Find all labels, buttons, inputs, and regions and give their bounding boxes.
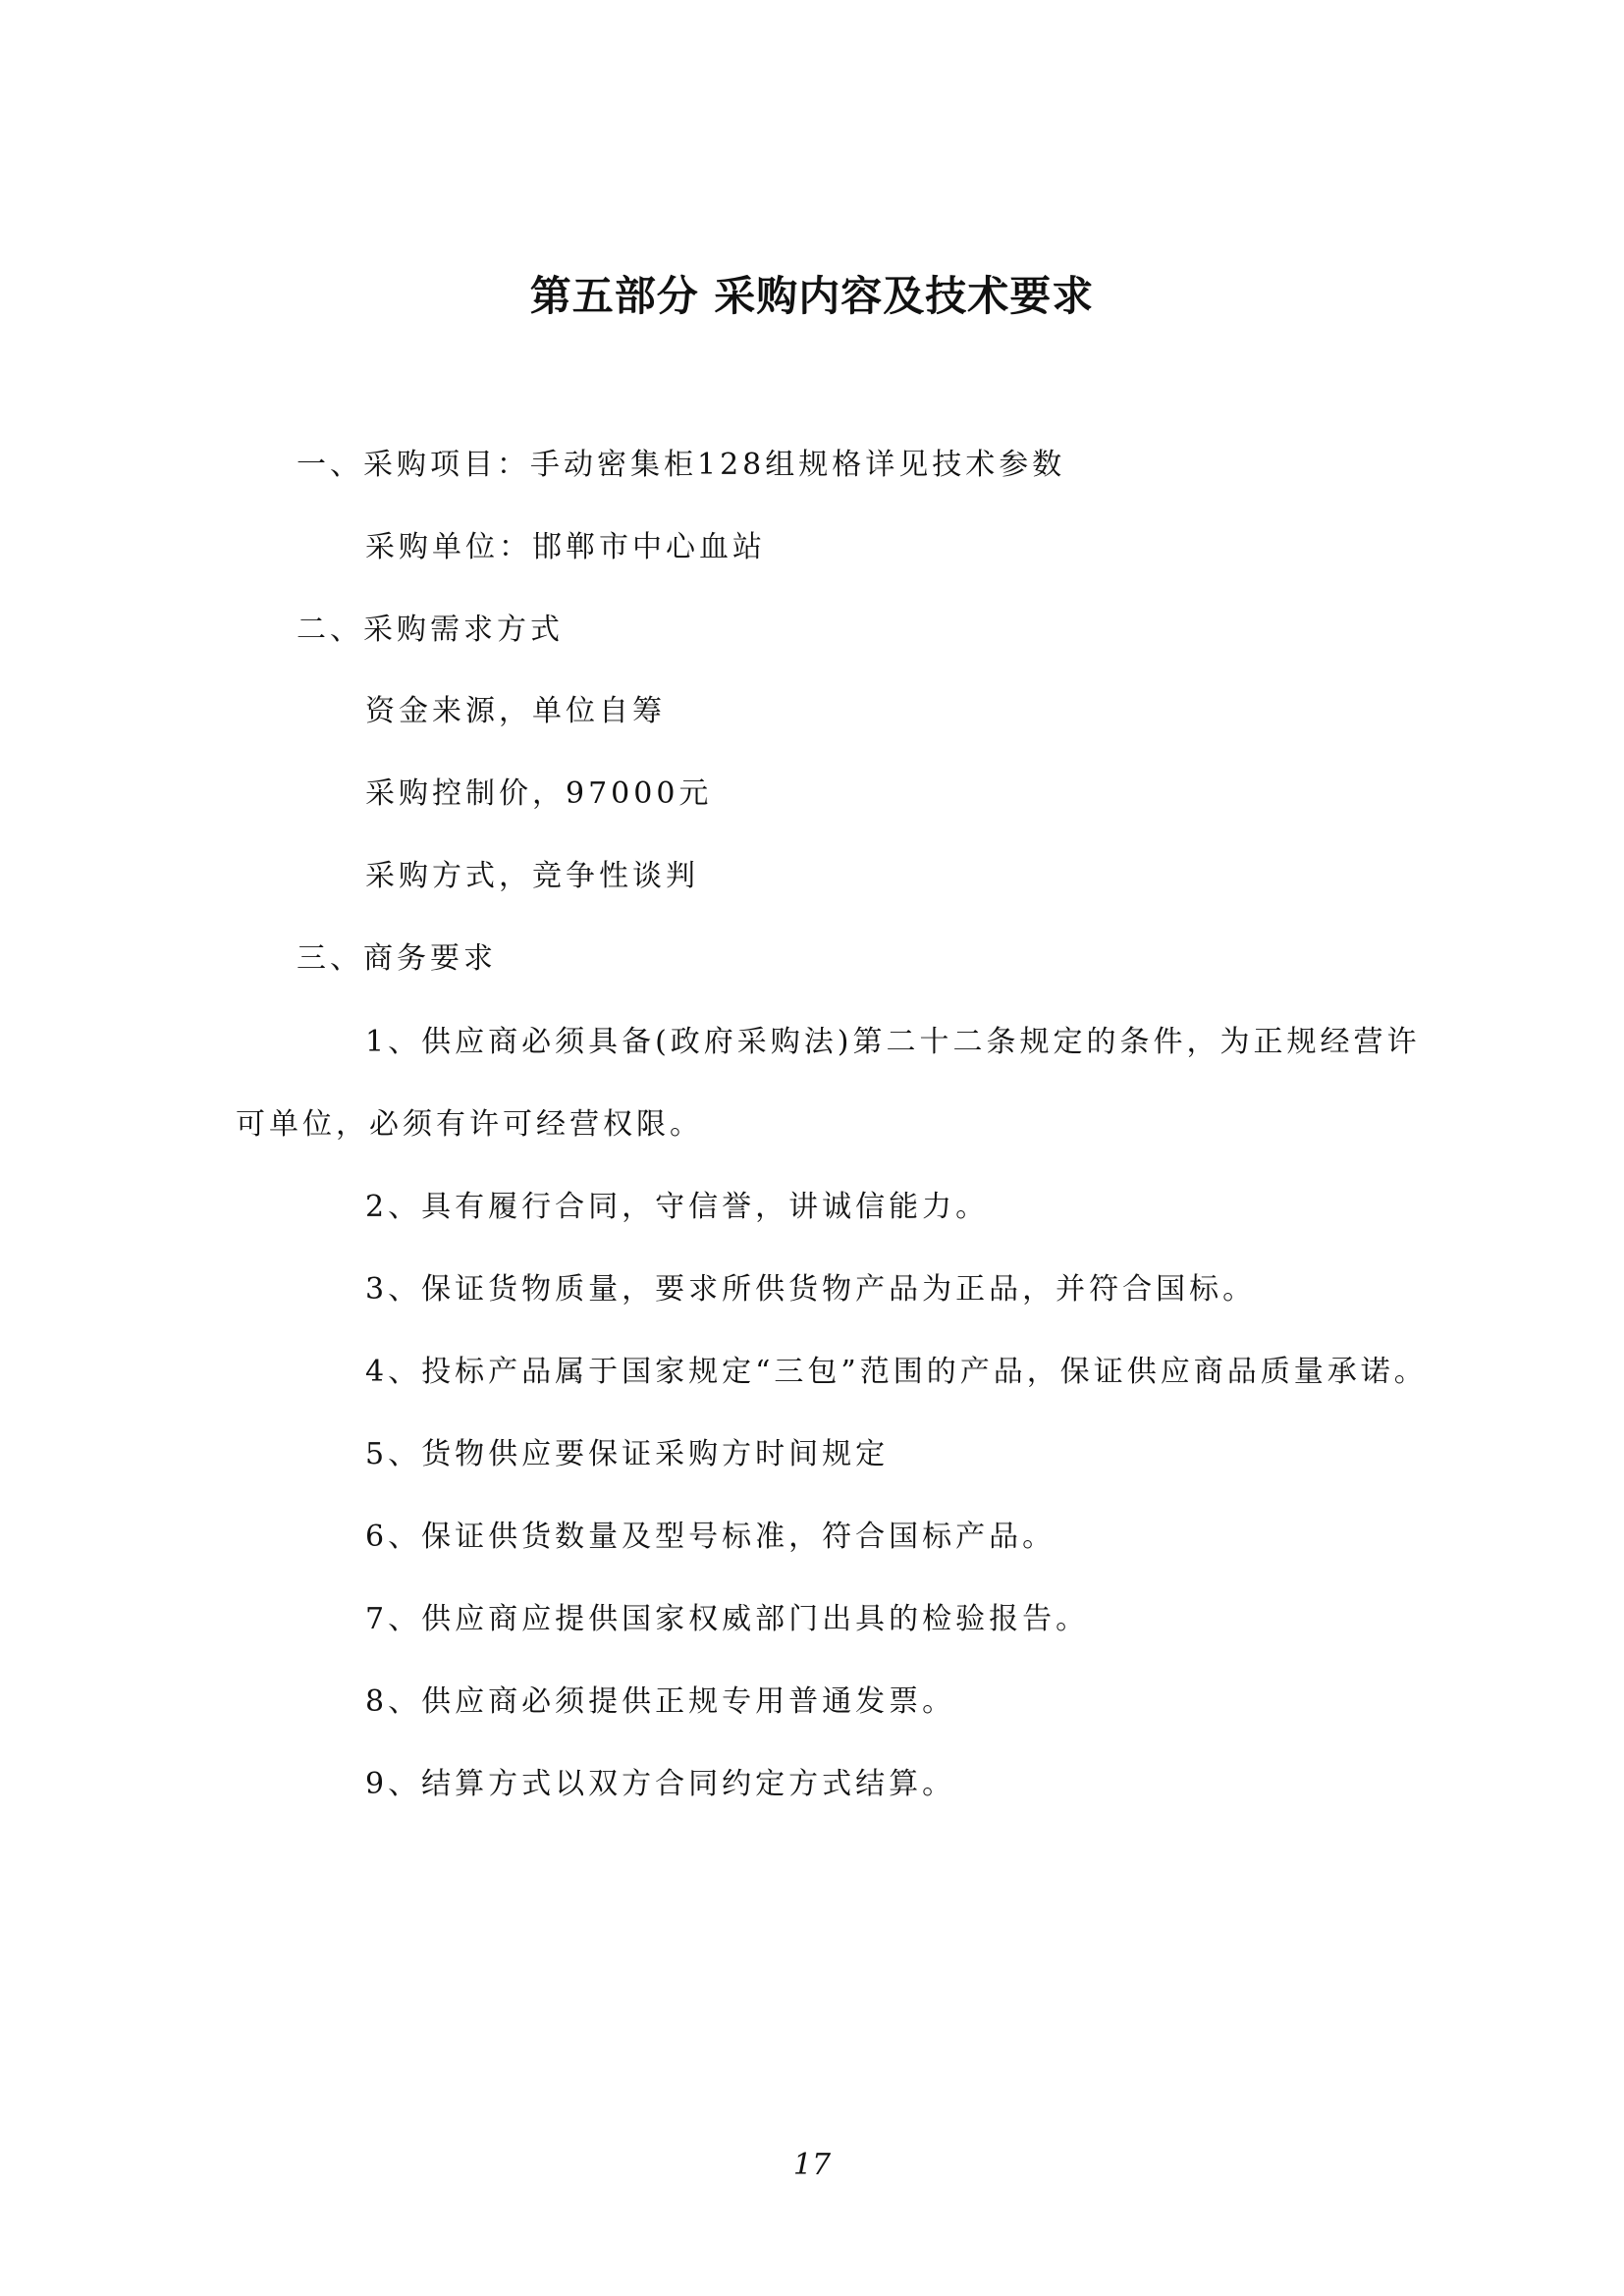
requirement-1-line1: 1、供应商必须具备(政府采购法)第二十二条规定的条件，为正规经营许 [365, 1025, 1421, 1059]
requirement-5: 5、货物供应要保证采购方时间规定 [365, 1437, 890, 1471]
page-number: 17 [792, 2148, 832, 2182]
requirement-7: 7、供应商应提供国家权威部门出具的检验报告。 [365, 1602, 1090, 1636]
control-price: 采购控制价，97000元 [365, 776, 713, 811]
purchasing-unit: 采购单位：邯郸市中心血站 [365, 530, 766, 564]
funding-source: 资金来源，单位自筹 [365, 694, 666, 728]
section3-heading: 三、商务要求 [297, 941, 497, 976]
requirement-6: 6、保证供货数量及型号标准，符合国标产品。 [365, 1520, 1056, 1554]
page-title: 第五部分 采购内容及技术要求 [529, 272, 1095, 320]
section2-heading: 二、采购需求方式 [297, 613, 564, 647]
requirement-8: 8、供应商必须提供正规专用普通发票。 [365, 1684, 956, 1719]
requirement-1-line2: 可单位，必须有许可经营权限。 [236, 1107, 703, 1142]
requirement-4: 4、投标产品属于国家规定“三包”范围的产品，保证供应商品质量承诺。 [365, 1355, 1428, 1389]
requirement-2: 2、具有履行合同，守信誉，讲诚信能力。 [365, 1190, 990, 1224]
requirement-9: 9、结算方式以双方合同约定方式结算。 [365, 1767, 956, 1801]
requirement-3: 3、保证货物质量，要求所供货物产品为正品，并符合国标。 [365, 1272, 1257, 1307]
procurement-method: 采购方式，竞争性谈判 [365, 859, 699, 893]
section1-heading: 一、采购项目：手动密集柜128组规格详见技术参数 [297, 448, 1066, 482]
